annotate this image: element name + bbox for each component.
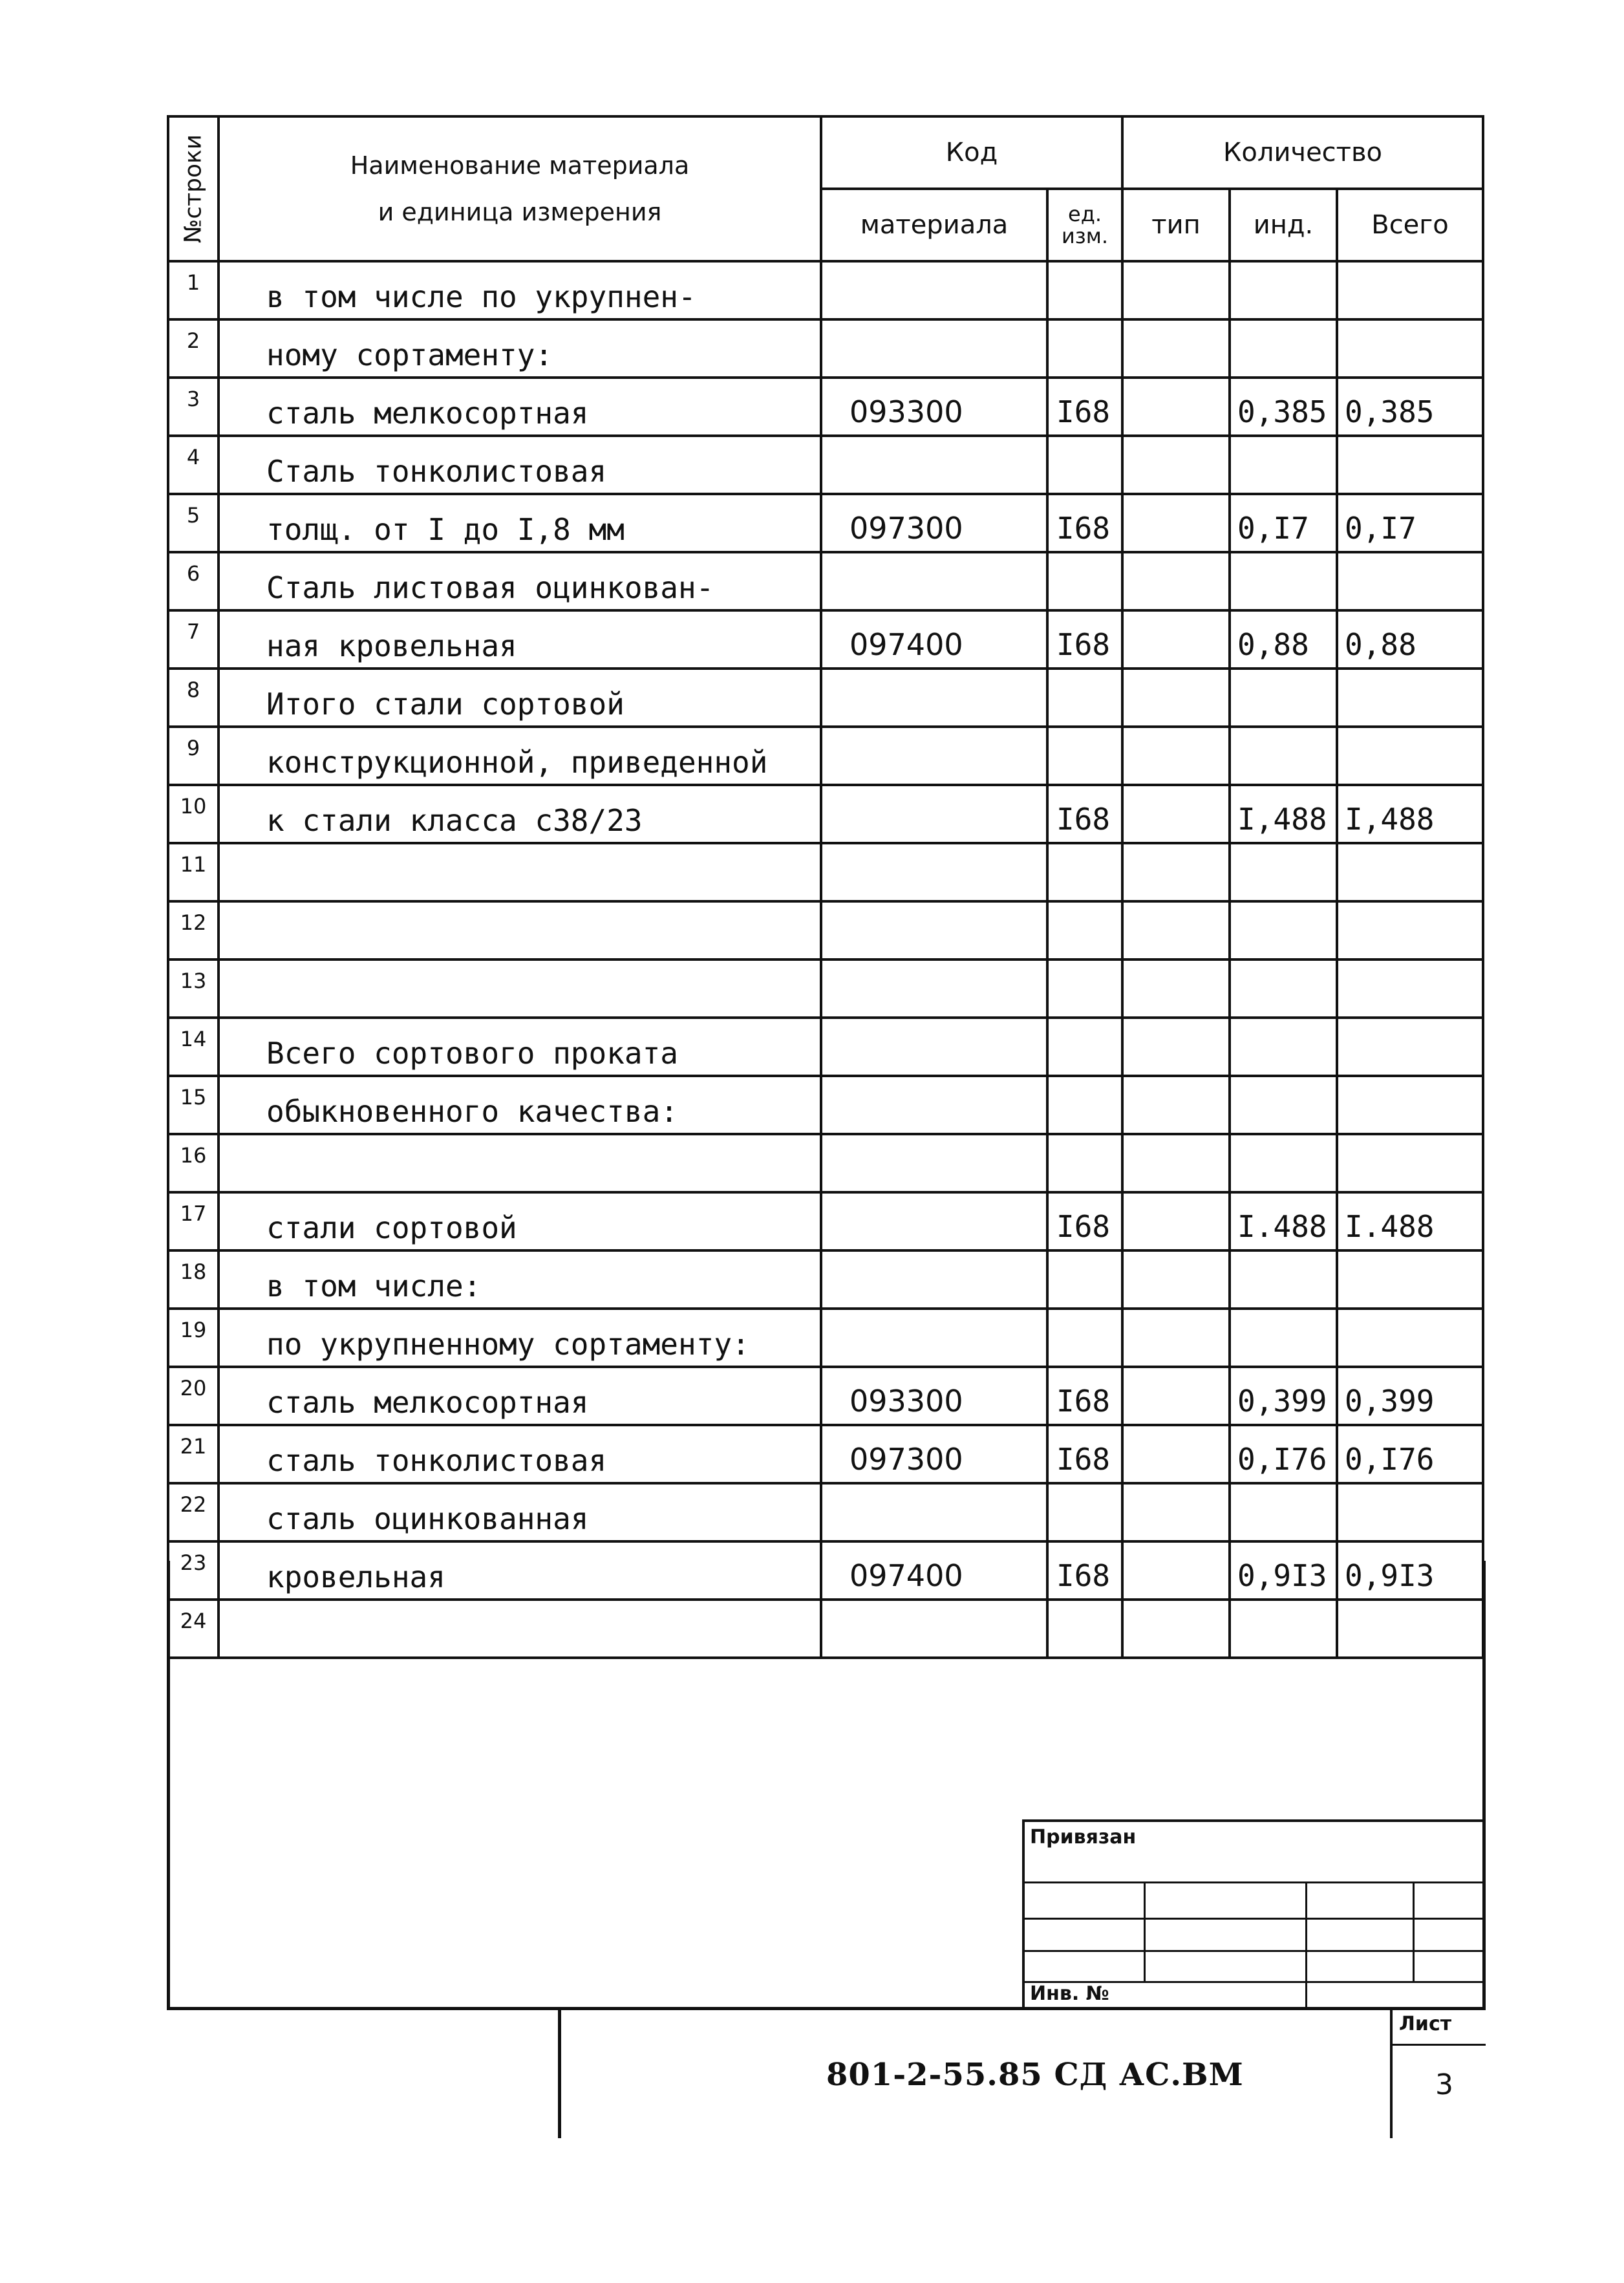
row-number: 16 [168,1134,219,1192]
table-row [168,959,1483,1018]
stamp-line [1144,1881,1146,1981]
title-block-divider [1390,2010,1393,2138]
row-total [1337,1250,1483,1309]
row-total [1337,319,1483,378]
row-name: сталь тонколистовая [219,1425,821,1483]
row-code [821,1250,1047,1309]
row-ind [1230,1018,1337,1076]
row-type [1122,494,1230,552]
row-total: 0,399 [1337,1367,1483,1425]
row-number: 17 [168,1192,219,1250]
stamp-line [1025,1918,1485,1920]
table-row [168,552,1483,610]
table-row [168,1250,1483,1309]
row-total [1337,261,1483,319]
row-number: 11 [168,843,219,901]
row-type [1122,727,1230,785]
row-type [1122,1192,1230,1250]
row-code [821,1192,1047,1250]
row-number: 14 [168,1018,219,1076]
row-number: 15 [168,1076,219,1134]
binding-stamp [1022,1819,1485,2008]
row-total [1337,727,1483,785]
row-code: 093300 [821,1367,1047,1425]
row-code [821,436,1047,494]
row-name: сталь оцинкованная [219,1483,821,1541]
row-code: 097400 [821,610,1047,669]
header-quantity: Количество [1122,116,1483,189]
row-unit [1047,727,1122,785]
row-number: 10 [168,785,219,843]
table-row [168,1134,1483,1192]
row-name: сталь мелкосортная [219,1367,821,1425]
row-ind: 0,385 [1230,378,1337,436]
row-unit [1047,669,1122,727]
row-ind [1230,727,1337,785]
row-number: 5 [168,494,219,552]
row-total [1337,959,1483,1018]
row-total [1337,1018,1483,1076]
row-type [1122,610,1230,669]
row-name: в том числе: [219,1250,821,1309]
row-ind [1230,436,1337,494]
row-number: 19 [168,1309,219,1367]
row-number: 3 [168,378,219,436]
row-number: 1 [168,261,219,319]
row-name: Сталь тонколистовая [219,436,821,494]
table-row [168,494,1483,552]
row-name: Итого стали сортовой [219,669,821,727]
row-type [1122,1425,1230,1483]
row-number: 12 [168,901,219,959]
table-row [168,901,1483,959]
row-ind [1230,1250,1337,1309]
row-unit [1047,1250,1122,1309]
row-code: 097300 [821,494,1047,552]
table-row [168,1192,1483,1250]
row-unit [1047,1076,1122,1134]
row-ind [1230,552,1337,610]
header-row-number [168,116,219,261]
table-row [168,843,1483,901]
row-name [219,901,821,959]
row-type [1122,1309,1230,1367]
row-type [1122,959,1230,1018]
row-number: 24 [168,1600,219,1658]
row-number: 2 [168,319,219,378]
table-row [168,727,1483,785]
row-code: 097400 [821,1541,1047,1600]
table-row [168,785,1483,843]
row-unit [1047,261,1122,319]
row-type [1122,901,1230,959]
document-sheet [167,115,1482,2101]
row-unit [1047,1134,1122,1192]
row-total [1337,1134,1483,1192]
sheet-number: 3 [1435,2068,1453,2101]
row-unit: I68 [1047,1425,1122,1483]
row-type [1122,1076,1230,1134]
row-ind [1230,843,1337,901]
row-code [821,552,1047,610]
stamp-inv-label: Инв. № [1030,1982,1109,2005]
row-name: по укрупненному сортаменту: [219,1309,821,1367]
table-row [168,378,1483,436]
table-row [168,319,1483,378]
row-name [219,843,821,901]
row-type [1122,1250,1230,1309]
table-row [168,261,1483,319]
row-name: ная кровельная [219,610,821,669]
header-name [219,116,821,261]
table-row [168,1425,1483,1483]
row-code [821,901,1047,959]
row-number: 13 [168,959,219,1018]
header-total: Всего [1337,189,1483,261]
row-total [1337,552,1483,610]
row-name: сталь мелкосортная [219,378,821,436]
row-ind [1230,1483,1337,1541]
header-name-line1: Наименование материала [350,151,690,180]
row-type [1122,1367,1230,1425]
row-type [1122,843,1230,901]
row-code [821,727,1047,785]
row-total: I.488 [1337,1192,1483,1250]
header-row-number-label: №строки [180,134,207,244]
row-ind [1230,959,1337,1018]
row-ind: I.488 [1230,1192,1337,1250]
row-unit [1047,1018,1122,1076]
row-name [219,1134,821,1192]
row-name: обыкновенного качества: [219,1076,821,1134]
row-number: 20 [168,1367,219,1425]
row-number: 21 [168,1425,219,1483]
stamp-line [1305,1881,1307,2007]
row-code [821,785,1047,843]
document-code: 801-2-55.85 СД АС.ВМ [826,2057,1244,2093]
row-ind [1230,1134,1337,1192]
materials-table [167,115,1484,1659]
row-unit: I68 [1047,610,1122,669]
title-block-divider [1390,2044,1486,2046]
row-type [1122,378,1230,436]
row-ind: 0,I76 [1230,1425,1337,1483]
bottom-frame [167,1561,1486,2101]
row-number: 23 [168,1541,219,1600]
header-type: тип [1122,189,1230,261]
row-total [1337,901,1483,959]
row-code [821,319,1047,378]
table-row [168,669,1483,727]
row-unit [1047,1309,1122,1367]
row-unit: I68 [1047,494,1122,552]
title-block [558,2007,1486,2138]
row-total [1337,436,1483,494]
row-type [1122,669,1230,727]
row-type [1122,1483,1230,1541]
row-number: 8 [168,669,219,727]
row-name: конструкционной, приведенной [219,727,821,785]
row-ind: 0,I7 [1230,494,1337,552]
row-code: 093300 [821,378,1047,436]
row-ind [1230,1309,1337,1367]
row-total [1337,1309,1483,1367]
table-row [168,610,1483,669]
row-type [1122,1018,1230,1076]
header-unit-line1: ед. [1068,202,1102,226]
row-name: в том числе по укрупнен- [219,261,821,319]
row-type [1122,436,1230,494]
row-unit [1047,436,1122,494]
header-name-line2: и единица измерения [378,198,662,226]
row-unit [1047,843,1122,901]
row-code [821,1134,1047,1192]
row-number: 7 [168,610,219,669]
sheet-label: Лист [1399,2013,1452,2035]
row-code [821,959,1047,1018]
row-type [1122,552,1230,610]
row-total: 0,I76 [1337,1425,1483,1483]
row-code [821,1018,1047,1076]
table-row [168,1076,1483,1134]
row-ind [1230,901,1337,959]
row-number: 22 [168,1483,219,1541]
row-unit: I68 [1047,785,1122,843]
row-total [1337,1076,1483,1134]
row-code [821,1076,1047,1134]
table-row [168,1018,1483,1076]
row-code [821,1483,1047,1541]
row-unit [1047,552,1122,610]
row-unit: I68 [1047,1367,1122,1425]
row-unit [1047,1483,1122,1541]
row-code: 097300 [821,1425,1047,1483]
row-total: I,488 [1337,785,1483,843]
row-number: 4 [168,436,219,494]
row-total [1337,669,1483,727]
row-ind [1230,1076,1337,1134]
header-material: материала [821,189,1047,261]
row-ind: I,488 [1230,785,1337,843]
row-unit [1047,959,1122,1018]
row-code [821,1309,1047,1367]
row-unit: I68 [1047,378,1122,436]
row-ind: 0,88 [1230,610,1337,669]
row-total: 0,88 [1337,610,1483,669]
row-ind [1230,319,1337,378]
row-type [1122,261,1230,319]
row-ind [1230,261,1337,319]
row-name: толщ. от I до I,8 мм [219,494,821,552]
row-ind [1230,669,1337,727]
row-unit [1047,901,1122,959]
row-code [821,261,1047,319]
row-code [821,669,1047,727]
header-unit [1047,189,1122,261]
table-row [168,1367,1483,1425]
table-row [168,1483,1483,1541]
table-row [168,1309,1483,1367]
row-code [821,843,1047,901]
row-number: 6 [168,552,219,610]
stamp-line [1025,1950,1485,1952]
table-row [168,436,1483,494]
row-name: ному сортаменту: [219,319,821,378]
header-unit-line2: изм. [1061,224,1109,248]
row-name: Всего сортового проката [219,1018,821,1076]
row-type [1122,319,1230,378]
row-total [1337,1483,1483,1541]
row-unit [1047,319,1122,378]
stamp-line [1413,1881,1415,1981]
row-name [219,959,821,1018]
row-type [1122,785,1230,843]
row-total: 0,385 [1337,378,1483,436]
row-unit: I68 [1047,1541,1122,1600]
row-ind: 0,9I3 [1230,1541,1337,1600]
row-number: 9 [168,727,219,785]
row-name: стали сортовой [219,1192,821,1250]
stamp-line [1025,1881,1485,1883]
row-total: 0,I7 [1337,494,1483,552]
row-name: к стали класса с38/23 [219,785,821,843]
row-unit: I68 [1047,1192,1122,1250]
row-name: кровельная [219,1541,821,1600]
header-code: Код [821,116,1122,189]
header-ind: инд. [1230,189,1337,261]
row-number: 18 [168,1250,219,1309]
row-ind: 0,399 [1230,1367,1337,1425]
row-type [1122,1134,1230,1192]
stamp-bound-label: Привязан [1030,1826,1137,1849]
row-total [1337,843,1483,901]
row-total: 0,9I3 [1337,1541,1483,1600]
row-name: Сталь листовая оцинкован- [219,552,821,610]
